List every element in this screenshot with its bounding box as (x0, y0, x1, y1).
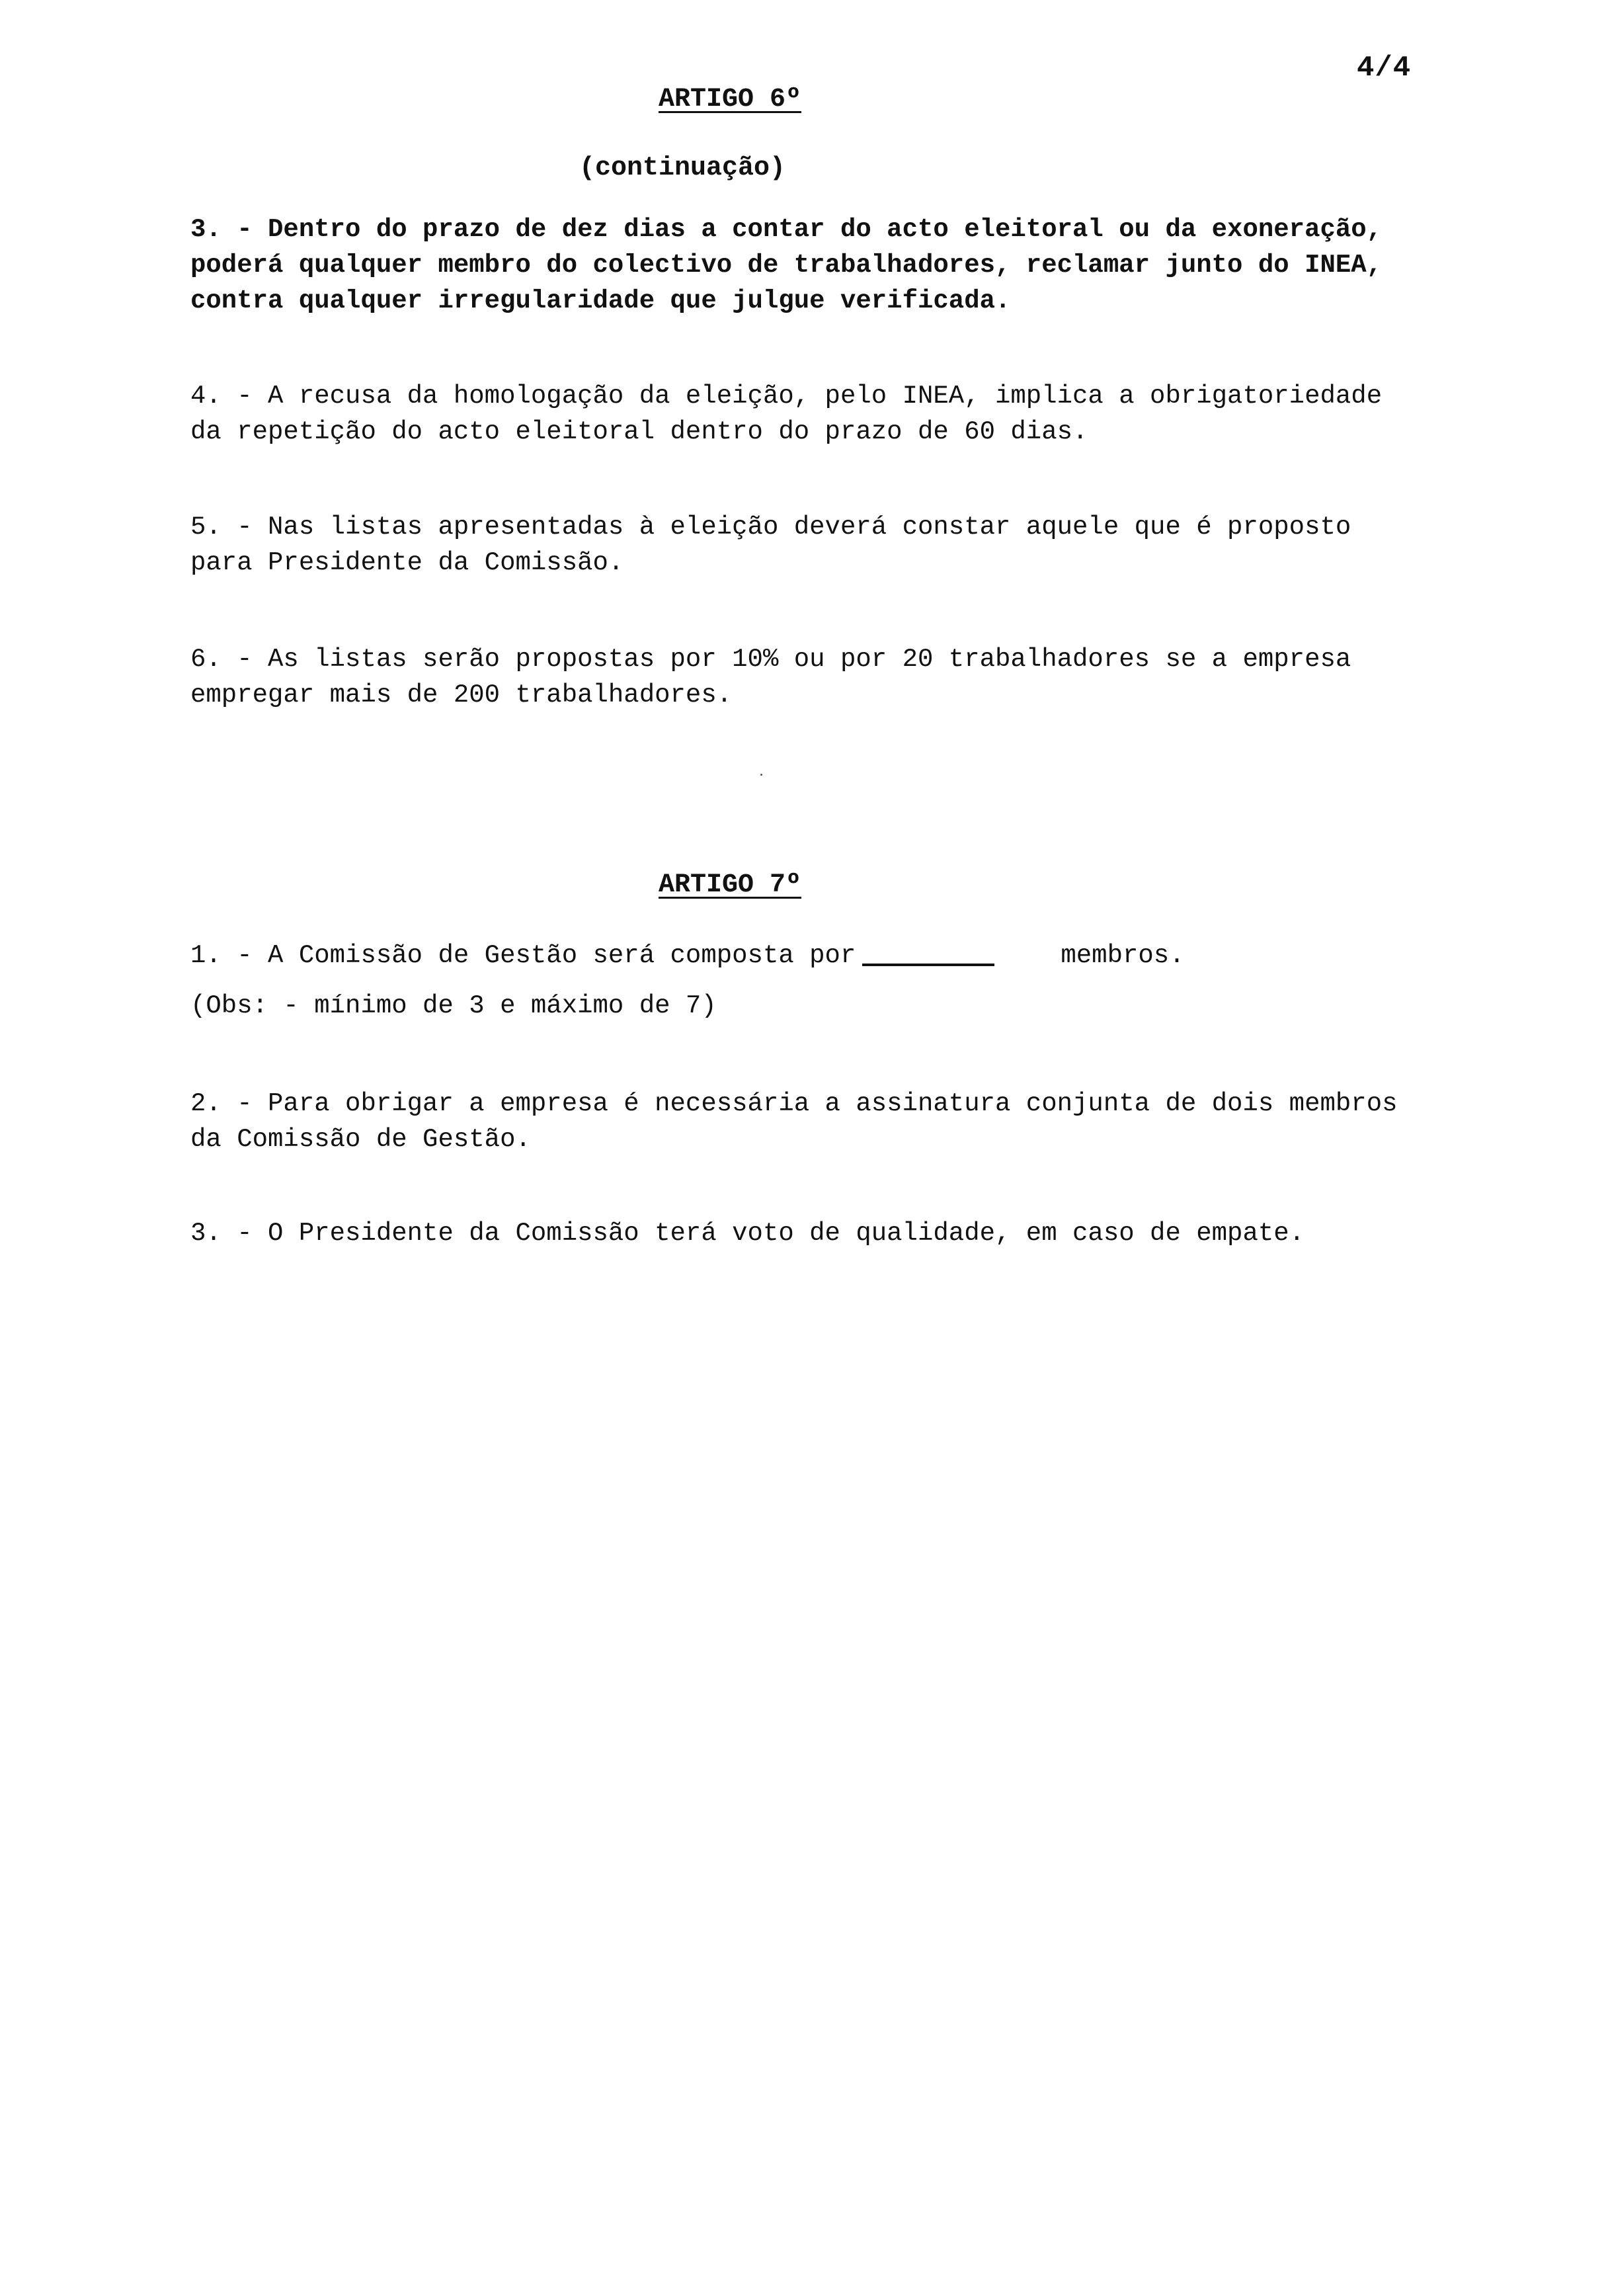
article-7-title: ARTIGO 7º (659, 870, 802, 900)
paragraph-line: 3. - Dentro do prazo de dez dias a contar do acto eleitoral ou da exoneração, (190, 215, 1383, 244)
composition-text: 1. - A Comissão de Gestão será composta por (190, 941, 856, 970)
article-6-item-4 (190, 378, 1579, 450)
paragraph-line: para Presidente da Comissão. (190, 548, 624, 577)
article-6-title: ARTIGO 6º (659, 85, 802, 114)
article-6-item-5 (190, 509, 1579, 581)
membros-text: membros. (1061, 941, 1185, 970)
paragraph-line: da repetição do acto eleitoral dentro do prazo de 60 dias. (190, 417, 1088, 446)
paragraph-line: 6. - As listas serão propostas por 10% ou por 20 trabalhadores se a empresa (190, 645, 1351, 674)
article-7-item-3 (190, 1215, 1579, 1251)
article-7-item-2 (190, 1086, 1579, 1157)
paragraph-line: empregar mais de 200 trabalhadores. (190, 680, 733, 710)
article-6-item-6 (190, 641, 1579, 713)
composition-note: (Obs: - mínimo de 3 e máximo de 7) (190, 991, 717, 1020)
composition-line (190, 938, 1579, 973)
article-7-item-1 (190, 938, 1579, 1024)
paragraph-line: 3. - O Presidente da Comissão terá voto de qualidade, em caso de empate. (190, 1219, 1305, 1248)
paragraph-line: 5. - Nas listas apresentadas à eleição deverá constar aquele que é proposto (190, 512, 1351, 542)
paragraph-line: 2. - Para obrigar a empresa é necessária a assinatura conjunta de dois membros (190, 1089, 1398, 1118)
scan-speck (760, 774, 762, 776)
paragraph-line: poderá qualquer membro do colectivo de trabalhadores, reclamar junto do INEA, (190, 251, 1383, 280)
paragraph-line: contra qualquer irregularidade que julgue verificada. (190, 286, 1011, 315)
paragraph-line: da Comissão de Gestão. (190, 1125, 531, 1154)
page-number: 4/4 (1357, 52, 1412, 85)
paragraph-line: 4. - A recusa da homologação da eleição, pelo INEA, implica a obrigatoriedade (190, 382, 1383, 411)
member-count-blank (862, 964, 994, 966)
article-6-subtitle: (continuação) (579, 153, 786, 183)
article-6-item-3 (190, 212, 1579, 319)
